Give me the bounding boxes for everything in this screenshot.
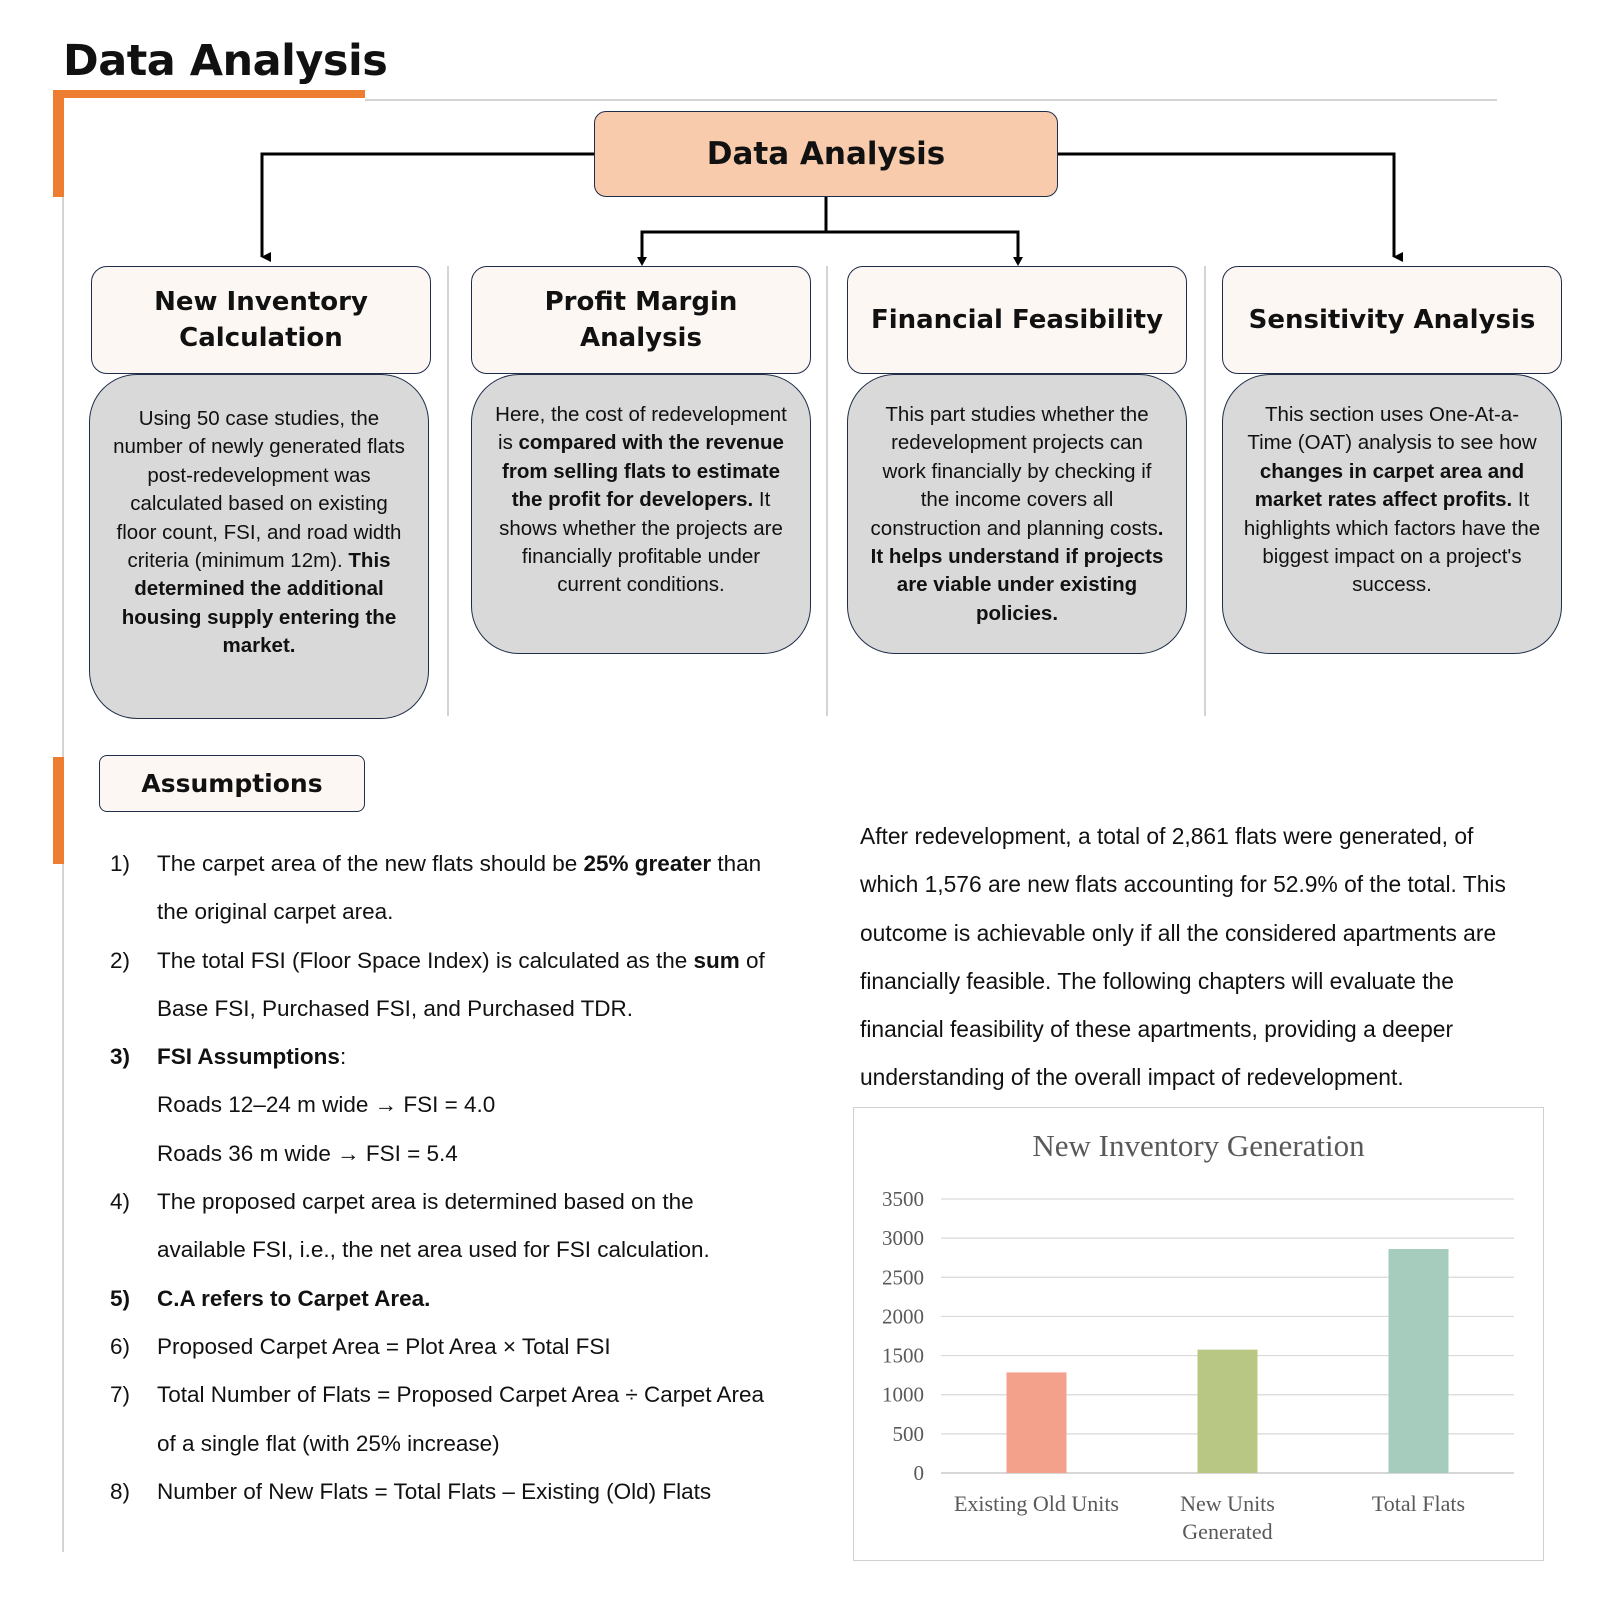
- column-divider: [1204, 266, 1206, 716]
- assumption-line: [157, 1178, 830, 1226]
- chart-title: New Inventory Generation: [1032, 1128, 1365, 1163]
- summary-paragraph: [860, 812, 1575, 1102]
- summary-line: After redevelopment, a total of 2,861 flats were generated, of: [860, 823, 1474, 849]
- page-title: Data Analysis: [63, 36, 388, 86]
- bar: [1389, 1249, 1449, 1473]
- assumption-segment: Base FSI, Purchased FSI, and Purchased TDR.: [157, 995, 634, 1021]
- bar: [1007, 1372, 1067, 1473]
- body-text-emphasis: This determined the additional housing supply entering the market.: [121, 549, 397, 658]
- assumption-item: [110, 1468, 830, 1516]
- assumption-line: [157, 1226, 830, 1274]
- x-tick-label: New Units: [1180, 1491, 1275, 1516]
- assumption-number: 2): [110, 947, 131, 973]
- summary-line: outcome is achievable only if all the considered apartments are: [860, 919, 1497, 946]
- body-text: It shows whether the projects are financially profitable under current conditions.: [499, 488, 783, 597]
- assumptions-list: [110, 840, 830, 1516]
- assumption-text: [157, 1033, 830, 1178]
- assumption-segment: of: [739, 947, 765, 973]
- assumption-text: [157, 1275, 830, 1323]
- body-text: It highlights which factors have the biggest impact on a project's success.: [1243, 488, 1541, 597]
- x-tick-label: Existing Old Units: [953, 1491, 1120, 1516]
- y-tick-label: 2000: [882, 1304, 924, 1329]
- left-accent-bar: [53, 757, 64, 864]
- assumption-item: [110, 1033, 830, 1178]
- assumption-line: [157, 1130, 830, 1178]
- assumption-emphasis: sum: [693, 947, 740, 973]
- top-divider: [365, 99, 1497, 101]
- left-accent-bar: [53, 90, 64, 197]
- assumption-item: [110, 1371, 830, 1468]
- y-tick-label: 1500: [882, 1343, 924, 1368]
- body-text: Here, the cost of redevelopment is: [495, 403, 787, 455]
- assumption-segment: Number of New Flats = Total Flats – Existing (Old) Flats: [157, 1478, 712, 1504]
- branch-heading-financial-feasibility: Financial Feasibility: [847, 266, 1187, 374]
- branch-heading-sensitivity: Sensitivity Analysis: [1222, 266, 1562, 374]
- assumption-number: 6): [110, 1333, 131, 1359]
- assumption-item: [110, 937, 830, 1034]
- y-tick-label: 2500: [882, 1265, 924, 1290]
- assumption-segment: available FSI, i.e., the net area used for FSI calculation.: [157, 1237, 710, 1263]
- assumption-segment: of a single flat (with 25% increase): [157, 1430, 500, 1456]
- title-underline: [53, 90, 365, 98]
- assumption-line: [157, 1420, 830, 1468]
- assumption-number: 7): [110, 1382, 131, 1408]
- assumption-line: [157, 1081, 830, 1129]
- assumption-segment: Roads 36 m wide → FSI = 5.4: [157, 1140, 458, 1166]
- assumption-number: 5): [110, 1285, 131, 1311]
- assumption-emphasis: 25% greater: [583, 851, 712, 876]
- assumption-number: 1): [110, 851, 131, 876]
- assumption-item: [110, 1275, 830, 1323]
- body-text-emphasis: changes in carpet area and market rates affect profits.: [1254, 459, 1525, 512]
- column-divider: [447, 266, 449, 716]
- assumption-segment: the original carpet area.: [157, 899, 394, 925]
- branch-heading-new-inventory: New Inventory Calculation: [91, 266, 431, 374]
- assumption-emphasis: FSI Assumptions: [157, 1044, 340, 1070]
- bar: [1198, 1350, 1258, 1473]
- assumption-segment: The proposed carpet area is determined based on the: [157, 1189, 694, 1215]
- y-tick-label: 0: [913, 1461, 924, 1485]
- assumption-item: [110, 1178, 830, 1275]
- assumption-text: [157, 1468, 830, 1516]
- body-text: This part studies whether the redevelopment projects can work financially by checking if the income covers all construction and planning costs: [870, 403, 1158, 540]
- assumption-segment: :: [339, 1044, 347, 1070]
- assumption-segment: Total Number of Flats = Proposed Carpet Area ÷ Carpet Area: [157, 1382, 765, 1408]
- assumption-number: 8): [110, 1478, 131, 1504]
- assumption-item: [110, 840, 830, 937]
- branch-body-sensitivity: [1222, 374, 1562, 654]
- y-tick-label: 1000: [882, 1382, 924, 1407]
- assumption-segment: The carpet area of the new flats should be: [157, 851, 584, 876]
- assumption-line: [157, 1033, 830, 1081]
- assumption-line: [157, 985, 830, 1033]
- assumption-item: [110, 1323, 830, 1371]
- assumption-line: [157, 1371, 830, 1419]
- summary-line: financial feasibility of these apartments, providing a deeper: [860, 1016, 1454, 1043]
- assumption-text: [157, 1371, 830, 1468]
- assumption-text: [157, 840, 830, 937]
- x-tick-label: Generated: [1182, 1519, 1273, 1544]
- body-text-emphasis: compared with the revenue from selling flats to estimate the profit for developers.: [502, 431, 784, 512]
- x-tick-label: Total Flats: [1371, 1491, 1466, 1516]
- root-node: Data Analysis: [594, 111, 1058, 197]
- assumption-segment: than: [711, 851, 762, 876]
- body-text-emphasis: . It helps understand if projects are viable under existing policies.: [870, 516, 1164, 625]
- assumption-line: [157, 937, 830, 985]
- assumption-line: [157, 1275, 830, 1323]
- summary-line: understanding of the overall impact of redevelopment.: [860, 1064, 1404, 1091]
- assumption-line: [157, 888, 830, 936]
- assumption-segment: Proposed Carpet Area = Plot Area × Total FSI: [157, 1333, 611, 1359]
- y-tick-label: 3000: [882, 1226, 924, 1251]
- column-divider: [826, 266, 828, 716]
- body-text: Using 50 case studies, the number of newly generated flats post-redevelopment was calculated based on existing floor count, FSI, and road width criteria (minimum 12m).: [113, 407, 405, 573]
- bar-chart: [854, 1108, 1545, 1562]
- body-text: This section uses One-At-a-Time (OAT) analysis to see how: [1247, 403, 1537, 455]
- branch-body-new-inventory: [89, 374, 429, 719]
- assumptions-heading: Assumptions: [99, 755, 365, 812]
- assumption-emphasis: C.A refers to Carpet Area.: [157, 1285, 431, 1311]
- left-divider: [62, 197, 64, 1552]
- branch-body-financial-feasibility: [847, 374, 1187, 654]
- branch-heading-profit-margin: Profit Margin Analysis: [471, 266, 811, 374]
- summary-line: financially feasible. The following chapters will evaluate the: [860, 967, 1454, 994]
- y-tick-label: 3500: [882, 1187, 924, 1211]
- assumption-line: [157, 1468, 830, 1516]
- assumption-segment: Roads 12–24 m wide → FSI = 4.0: [157, 1092, 496, 1118]
- assumption-number: 3): [110, 1044, 131, 1070]
- assumption-line: [157, 1323, 830, 1371]
- assumption-number: 4): [110, 1189, 131, 1215]
- summary-line: which 1,576 are new flats accounting for 52.9% of the total. This: [860, 871, 1506, 898]
- branch-body-profit-margin: [471, 374, 811, 654]
- assumption-line: [157, 840, 830, 888]
- assumption-text: [157, 1178, 830, 1275]
- assumption-text: [157, 937, 830, 1034]
- chart-frame: [853, 1107, 1544, 1561]
- assumption-text: [157, 1323, 830, 1371]
- assumption-segment: The total FSI (Floor Space Index) is calculated as the: [157, 947, 694, 973]
- y-tick-label: 500: [892, 1421, 924, 1446]
